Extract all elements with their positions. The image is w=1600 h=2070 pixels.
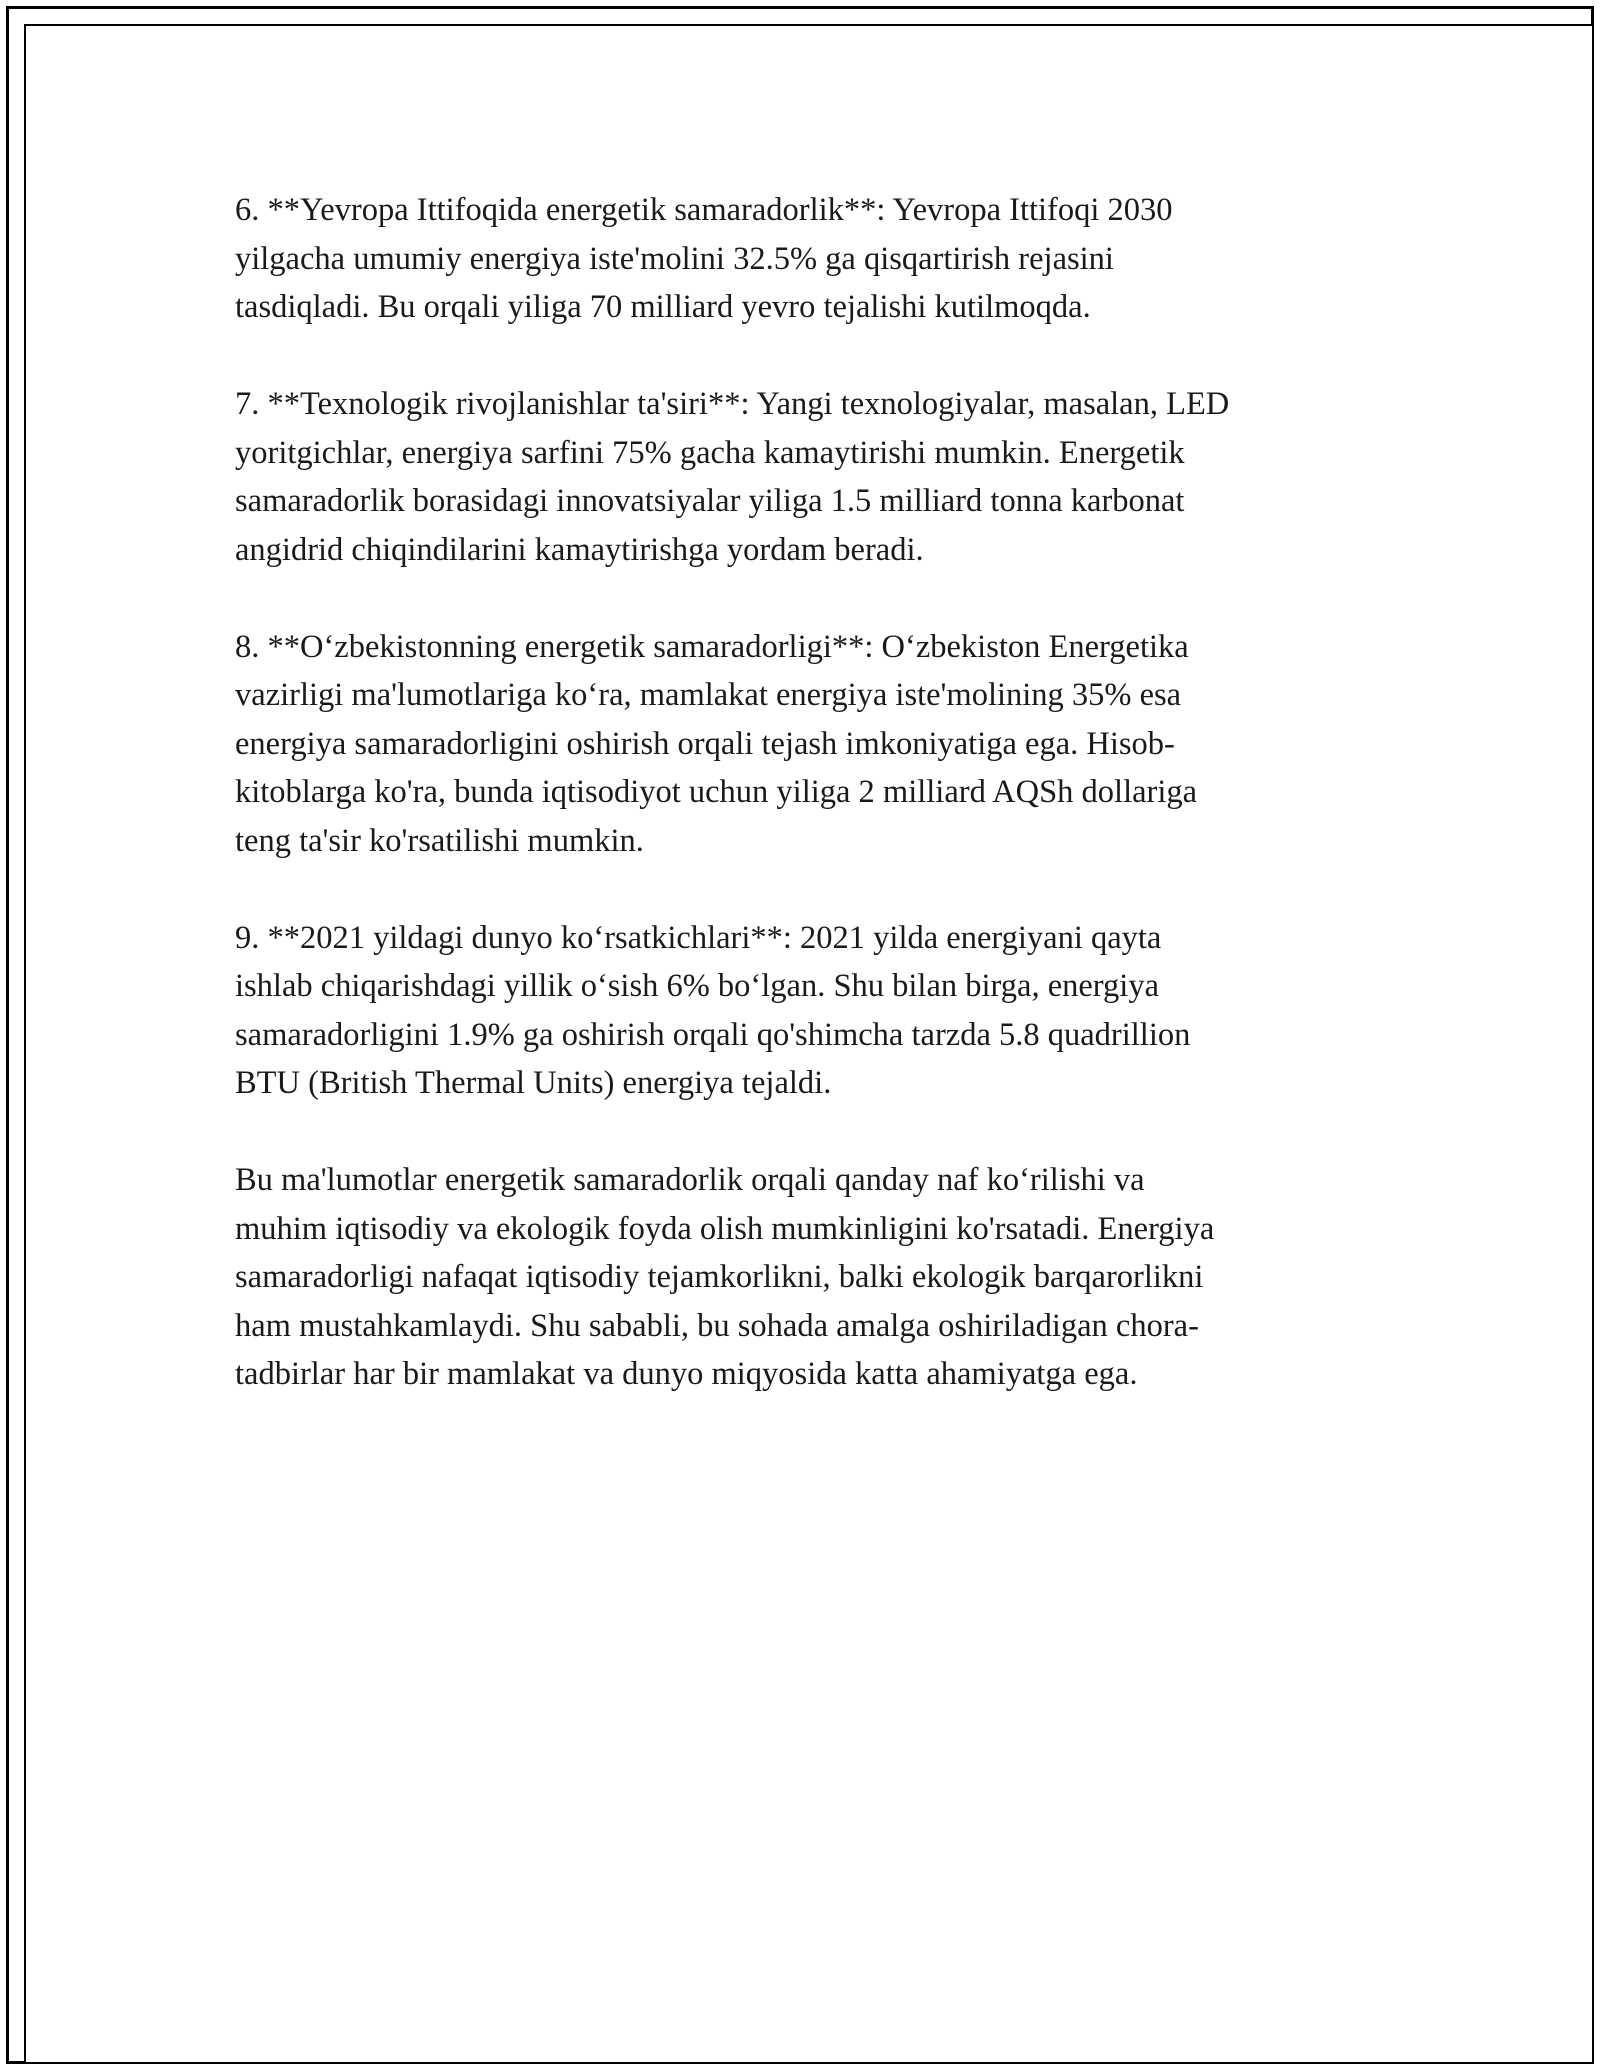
paragraph-item-9: 9. **2021 yildagi dunyo koʻrsatkichlari**: 2021 yilda energiyani qayta ishlab chiqarishdagi yillik oʻsish 6% boʻlgan. Shu bilan birga, energiya samaradorligini 1.9% ga oshirish orqali qo'shimcha tarzda 5.8 quadrillion BTU (British Thermal Units) energiya tejaldi. bbox=[235, 919, 1191, 1101]
paragraph-conclusion: Bu ma'lumotlar energetik samaradorlik orqali qanday naf koʻrilishi va muhim iqtisodiy va ekologik foyda olish mumkinligini ko'rsatadi. Energiya samaradorligi nafaqat iqtisodiy tejamkorlikni, balki ekologik barqarorlikni ham mustahkamlaydi. Shu sababli, bu sohada amalga oshiriladigan chora- tadbirlar har bir mamlakat va dunyo miqyosida katta ahamiyatga ega. bbox=[235, 1162, 1215, 1392]
paragraph-item-6: 6. **Yevropa Ittifoqida energetik samaradorlik**: Yevropa Ittifoqi 2030 yilgacha umumiy energiya iste'molini 32.5% ga qisqartirish rejasini tasdiqladi. Bu orqali yiliga 70 milliard yevro tejalishi kutilmoqda. bbox=[235, 192, 1173, 325]
document-body bbox=[235, 186, 1375, 1447]
paragraph-item-7: 7. **Texnologik rivojlanishlar ta'siri**: Yangi texnologiyalar, masalan, LED yoritgichlar, energiya sarfini 75% gacha kamaytirishi mumkin. Energetik samaradorlik borasidagi innovatsiyalar yiliga 1.5 milliard tonna karbonat angidrid chiqindilarini kamaytirishga yordam beradi. bbox=[235, 386, 1230, 568]
paragraph-item-8: 8. **Oʻzbekistonning energetik samaradorligi**: Oʻzbekiston Energetika vazirligi ma'lumotlariga koʻra, mamlakat energiya iste'molining 35% esa energiya samaradorligini oshirish orqali tejash imkoniyatiga ega. Hisob- kitoblarga ko'ra, bunda iqtisodiyot uchun yiliga 2 milliard AQSh dollariga teng ta'sir ko'rsatilishi mumkin. bbox=[235, 628, 1198, 859]
